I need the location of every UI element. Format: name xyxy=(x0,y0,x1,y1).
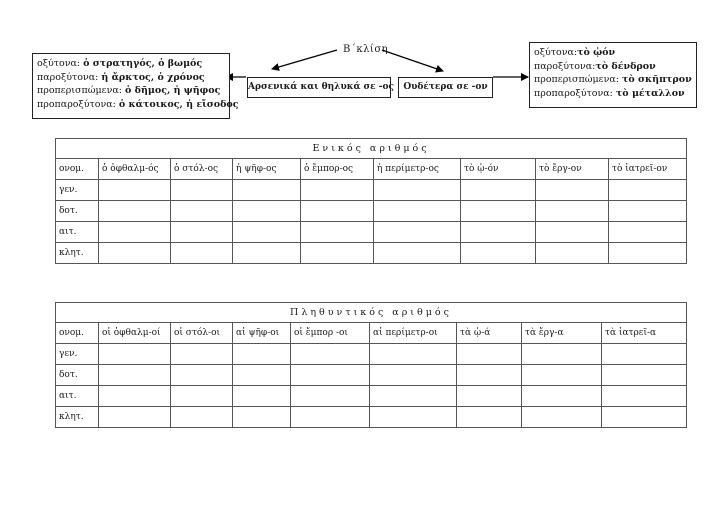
blank-cell[interactable] xyxy=(457,344,522,365)
example-row: παροξύτονα:τὸ δένδρον xyxy=(534,60,656,72)
blank-cell[interactable] xyxy=(536,201,609,222)
blank-cell[interactable] xyxy=(461,180,536,201)
blank-cell[interactable] xyxy=(233,222,301,243)
case-label: δοτ. xyxy=(56,201,99,222)
example-row: προπαροξύτονα: τὸ μέταλλον xyxy=(534,87,685,99)
blank-cell[interactable] xyxy=(233,344,291,365)
blank-cell[interactable] xyxy=(461,243,536,264)
blank-cell[interactable] xyxy=(171,344,233,365)
table-cell: ὁ ὀφθαλμ-ός xyxy=(99,159,171,180)
plural-table xyxy=(55,302,687,428)
blank-cell[interactable] xyxy=(370,386,457,407)
arrow-to-masc-fem xyxy=(272,50,337,69)
blank-cell[interactable] xyxy=(602,365,687,386)
blank-cell[interactable] xyxy=(536,243,609,264)
blank-cell[interactable] xyxy=(233,243,301,264)
blank-cell[interactable] xyxy=(609,180,687,201)
example-row: οξύτονα: ὁ στρατηγός, ὁ βωμός xyxy=(37,58,203,69)
blank-cell[interactable] xyxy=(233,386,291,407)
table-cell: ὁ ἔμπορ-ος xyxy=(301,159,374,180)
blank-cell[interactable] xyxy=(457,407,522,428)
blank-cell[interactable] xyxy=(99,407,171,428)
blank-cell[interactable] xyxy=(374,180,461,201)
table-row xyxy=(56,344,687,365)
blank-cell[interactable] xyxy=(99,222,171,243)
blank-cell[interactable] xyxy=(233,201,301,222)
blank-cell[interactable] xyxy=(457,386,522,407)
table-cell: αἱ περίμετρ-οι xyxy=(370,323,457,344)
case-label: γεν. xyxy=(56,180,99,201)
example-row: προπαροξύτονα: ὁ κάτοικος, ἡ εἴσοδος xyxy=(37,98,239,110)
blank-cell[interactable] xyxy=(99,243,171,264)
blank-cell[interactable] xyxy=(291,386,370,407)
blank-cell[interactable] xyxy=(522,344,602,365)
example-row: παροξύτονα: ἡ ἄρκτος, ὁ χρόνος xyxy=(37,71,205,83)
table-row xyxy=(56,180,687,201)
case-label: ονομ. xyxy=(56,159,99,180)
blank-cell[interactable] xyxy=(370,407,457,428)
case-label: ονομ. xyxy=(56,323,99,344)
blank-cell[interactable] xyxy=(602,407,687,428)
table-cell: τὰ ἰατρεῖ-α xyxy=(602,323,687,344)
blank-cell[interactable] xyxy=(99,180,171,201)
table-row xyxy=(56,243,687,264)
arrow-to-neuter xyxy=(382,50,443,71)
blank-cell[interactable] xyxy=(522,365,602,386)
case-label: δοτ. xyxy=(56,365,99,386)
blank-cell[interactable] xyxy=(171,407,233,428)
table-cell: τὰ ᾠ-ά xyxy=(457,323,522,344)
masc-fem-examples-box xyxy=(32,53,239,119)
table-cell: τὰ ἔργ-α xyxy=(522,323,602,344)
blank-cell[interactable] xyxy=(602,386,687,407)
case-label: αιτ. xyxy=(56,222,99,243)
table-cell: ὁ στόλ-ος xyxy=(171,159,233,180)
table-cell: αἱ ψῆφ-οι xyxy=(233,323,291,344)
blank-cell[interactable] xyxy=(171,222,233,243)
declension-title: Β΄κλίση xyxy=(343,44,389,55)
blank-cell[interactable] xyxy=(171,201,233,222)
table-row xyxy=(56,201,687,222)
blank-cell[interactable] xyxy=(171,386,233,407)
blank-cell[interactable] xyxy=(233,407,291,428)
blank-cell[interactable] xyxy=(99,386,171,407)
case-label: γεν. xyxy=(56,344,99,365)
blank-cell[interactable] xyxy=(291,407,370,428)
blank-cell[interactable] xyxy=(233,180,301,201)
table-cell: οἱ ἔμπορ -οι xyxy=(291,323,370,344)
blank-cell[interactable] xyxy=(301,243,374,264)
table-row xyxy=(56,386,687,407)
example-row: οξύτονα:τὸ ᾠόν xyxy=(534,47,616,58)
blank-cell[interactable] xyxy=(374,222,461,243)
table-row xyxy=(56,323,687,344)
table-cell: τὸ ἰατρεῖ-ον xyxy=(609,159,687,180)
blank-cell[interactable] xyxy=(171,180,233,201)
blank-cell[interactable] xyxy=(291,344,370,365)
blank-cell[interactable] xyxy=(536,222,609,243)
blank-cell[interactable] xyxy=(461,222,536,243)
blank-cell[interactable] xyxy=(370,344,457,365)
case-label: κλητ. xyxy=(56,407,99,428)
blank-cell[interactable] xyxy=(301,180,374,201)
singular-table xyxy=(55,138,687,264)
blank-cell[interactable] xyxy=(522,407,602,428)
table-cell: οἱ ὀφθαλμ-οί xyxy=(99,323,171,344)
blank-cell[interactable] xyxy=(457,365,522,386)
neuter-examples-box xyxy=(529,42,697,108)
blank-cell[interactable] xyxy=(301,222,374,243)
case-label: αιτ. xyxy=(56,386,99,407)
masc-fem-box: Αρσενικά και θηλυκά σε -ος xyxy=(247,77,391,98)
blank-cell[interactable] xyxy=(99,365,171,386)
blank-cell[interactable] xyxy=(171,365,233,386)
example-row: προπερισπώμενα: τὸ σκῆπτρον xyxy=(534,74,692,85)
plural-title: Πληθυντικός αριθμός xyxy=(56,303,687,323)
blank-cell[interactable] xyxy=(171,243,233,264)
blank-cell[interactable] xyxy=(609,222,687,243)
blank-cell[interactable] xyxy=(536,180,609,201)
neuter-box: Ουδέτερα σε -ον xyxy=(398,77,493,98)
blank-cell[interactable] xyxy=(99,201,171,222)
singular-title: Ενικός αριθμός xyxy=(56,139,687,159)
example-row: προπερισπώμενα: ὁ δῆμος, ἡ ψῆφος xyxy=(37,85,221,96)
table-title-row xyxy=(56,139,687,159)
table-cell: ἡ ψῆφ-ος xyxy=(233,159,301,180)
table-row xyxy=(56,365,687,386)
table-cell: ἡ περίμετρ-ος xyxy=(374,159,461,180)
table-row xyxy=(56,407,687,428)
blank-cell[interactable] xyxy=(301,201,374,222)
blank-cell[interactable] xyxy=(522,386,602,407)
case-label: κλητ. xyxy=(56,243,99,264)
blank-cell[interactable] xyxy=(602,344,687,365)
blank-cell[interactable] xyxy=(99,344,171,365)
table-cell: τὸ ᾠ-όν xyxy=(461,159,536,180)
table-cell: τὸ ἔργ-ον xyxy=(536,159,609,180)
blank-cell[interactable] xyxy=(374,201,461,222)
blank-cell[interactable] xyxy=(461,201,536,222)
blank-cell[interactable] xyxy=(609,243,687,264)
table-row xyxy=(56,222,687,243)
blank-cell[interactable] xyxy=(609,201,687,222)
table-title-row xyxy=(56,303,687,323)
blank-cell[interactable] xyxy=(374,243,461,264)
blank-cell[interactable] xyxy=(233,365,291,386)
table-cell: οἱ στόλ-οι xyxy=(171,323,233,344)
table-row xyxy=(56,159,687,180)
blank-cell[interactable] xyxy=(370,365,457,386)
blank-cell[interactable] xyxy=(291,365,370,386)
